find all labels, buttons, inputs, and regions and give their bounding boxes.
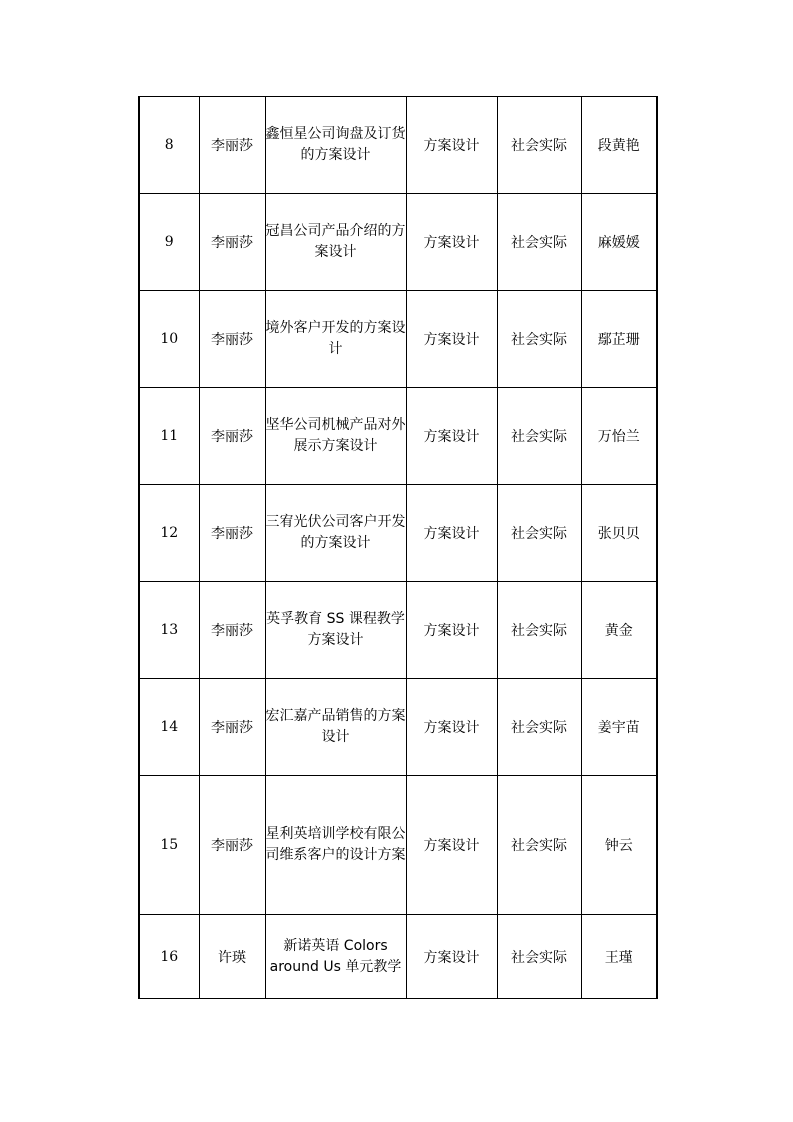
table-row (139, 97, 657, 194)
type-cell: 方案设计 (406, 485, 497, 582)
project-title: 冠昌公司产品介绍的方案设计 (265, 223, 406, 260)
student-cell: 王瑾 (581, 915, 657, 999)
table-row (139, 388, 657, 485)
source-cell: 社会实际 (497, 915, 581, 999)
teacher-cell: 李丽莎 (199, 194, 265, 291)
row-number: 13 (139, 582, 199, 679)
teacher-cell: 李丽莎 (199, 679, 265, 776)
teacher-cell: 许瑛 (199, 915, 265, 999)
student-cell: 黄金 (581, 582, 657, 679)
project-title: 新诺英语 Colors around Us 单元教学 (269, 937, 402, 975)
teacher-cell: 李丽莎 (199, 485, 265, 582)
project-title-cell (265, 485, 406, 582)
project-title-cell (265, 679, 406, 776)
teacher-cell: 李丽莎 (199, 776, 265, 915)
student-cell: 麻媛媛 (581, 194, 657, 291)
table-row (139, 915, 657, 999)
source-cell: 社会实际 (497, 582, 581, 679)
row-number: 11 (139, 388, 199, 485)
table-row (139, 291, 657, 388)
type-cell: 方案设计 (406, 582, 497, 679)
table-row (139, 582, 657, 679)
row-number: 15 (139, 776, 199, 915)
table-row (139, 776, 657, 915)
type-cell: 方案设计 (406, 388, 497, 485)
project-title-cell (265, 291, 406, 388)
table-row (139, 679, 657, 776)
student-cell: 钟云 (581, 776, 657, 915)
project-title: 鑫恒星公司询盘及订货的方案设计 (265, 126, 406, 163)
teacher-cell: 李丽莎 (199, 97, 265, 194)
project-title: 三宥光伏公司客户开发的方案设计 (265, 514, 406, 551)
row-number: 9 (139, 194, 199, 291)
row-number: 12 (139, 485, 199, 582)
source-cell: 社会实际 (497, 485, 581, 582)
project-title: 境外客户开发的方案设计 (265, 320, 406, 357)
student-cell: 姜宇苗 (581, 679, 657, 776)
project-title-cell (265, 97, 406, 194)
student-cell: 鄢芷珊 (581, 291, 657, 388)
project-table (138, 96, 658, 999)
table-body (139, 97, 657, 999)
type-cell: 方案设计 (406, 97, 497, 194)
type-cell: 方案设计 (406, 679, 497, 776)
student-cell: 张贝贝 (581, 485, 657, 582)
project-title-cell (265, 388, 406, 485)
row-number: 10 (139, 291, 199, 388)
source-cell: 社会实际 (497, 776, 581, 915)
row-number: 8 (139, 97, 199, 194)
project-title-cell (265, 915, 406, 999)
type-cell: 方案设计 (406, 776, 497, 915)
table-row (139, 194, 657, 291)
student-cell: 万怡兰 (581, 388, 657, 485)
teacher-cell: 李丽莎 (199, 291, 265, 388)
project-title-cell (265, 776, 406, 915)
project-title-cell (265, 582, 406, 679)
source-cell: 社会实际 (497, 291, 581, 388)
project-title: 坚华公司机械产品对外展示方案设计 (265, 417, 406, 454)
teacher-cell: 李丽莎 (199, 388, 265, 485)
project-title: 英孚教育 SS 课程教学方案设计 (266, 611, 405, 648)
project-title-cell (265, 194, 406, 291)
type-cell: 方案设计 (406, 915, 497, 999)
project-title: 星利英培训学校有限公司维系客户的设计方案 (265, 826, 406, 863)
student-cell: 段黄艳 (581, 97, 657, 194)
teacher-cell: 李丽莎 (199, 582, 265, 679)
source-cell: 社会实际 (497, 97, 581, 194)
table-row (139, 485, 657, 582)
row-number: 14 (139, 679, 199, 776)
row-number: 16 (139, 915, 199, 999)
project-title: 宏汇嘉产品销售的方案设计 (265, 708, 406, 745)
type-cell: 方案设计 (406, 291, 497, 388)
type-cell: 方案设计 (406, 194, 497, 291)
source-cell: 社会实际 (497, 194, 581, 291)
source-cell: 社会实际 (497, 388, 581, 485)
source-cell: 社会实际 (497, 679, 581, 776)
